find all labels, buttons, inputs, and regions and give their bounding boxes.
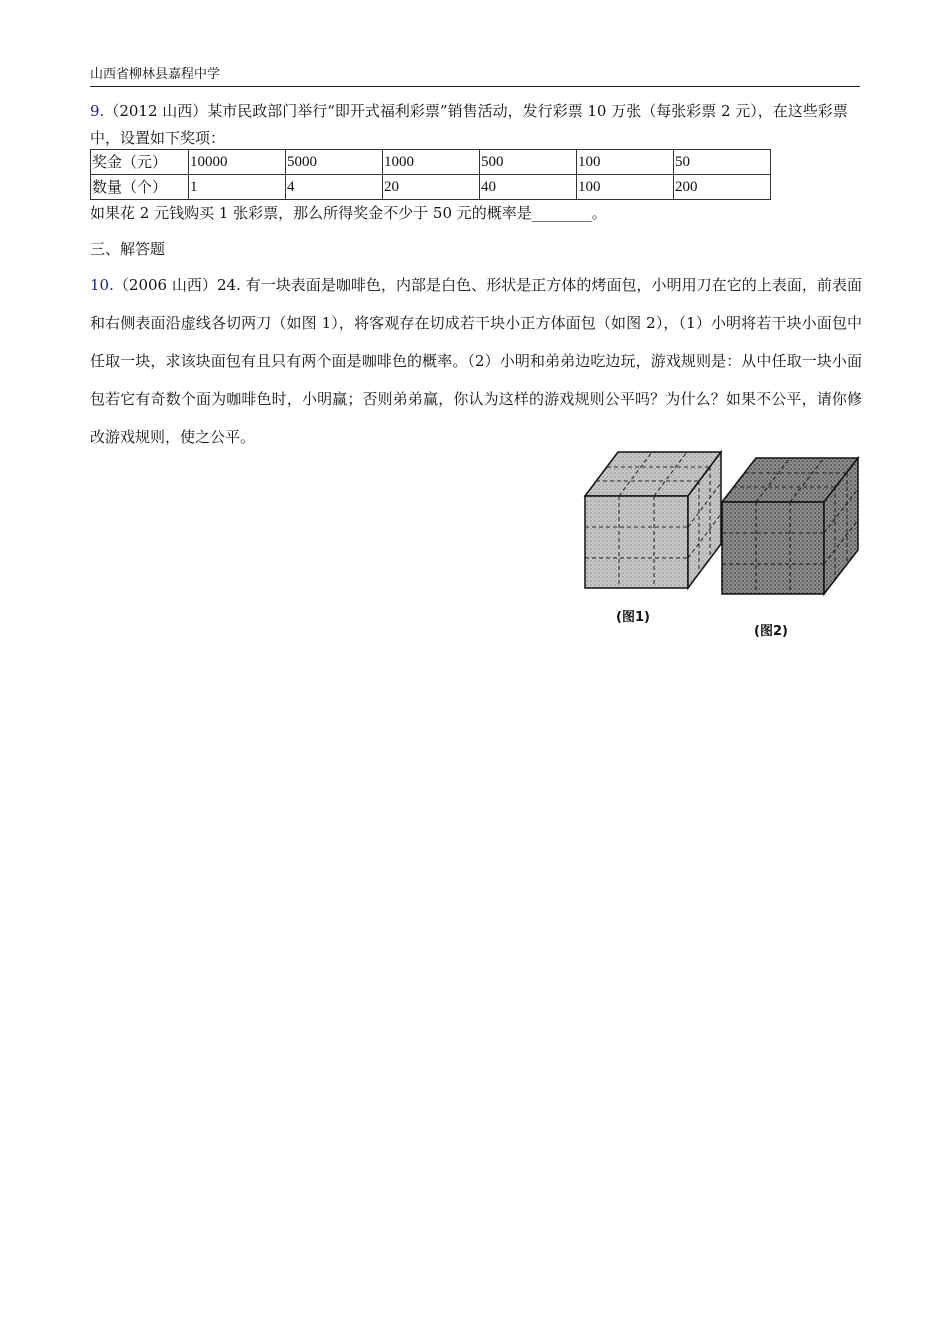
table-cell: 10000: [189, 150, 286, 175]
question-10: [90, 266, 862, 456]
section-title: 三、解答题: [90, 240, 166, 258]
table-header-prize: 奖金（元）: [91, 150, 189, 175]
table-cell: 40: [480, 175, 577, 200]
table-cell: 500: [480, 150, 577, 175]
table-cell: 50: [674, 150, 771, 175]
question-9-number: 9.: [90, 102, 105, 120]
cube-figure-2: [722, 458, 858, 594]
question-9-prompt: 如果花 2 元钱购买 1 张彩票，那么所得奖金不少于 50 元的概率是________。: [90, 204, 607, 222]
table-cell: 200: [674, 175, 771, 200]
table-cell: 100: [577, 150, 674, 175]
table-cell: 20: [383, 175, 480, 200]
school-name: 山西省柳林县嘉程中学: [90, 67, 221, 82]
question-9-text: （2012 山西）某市民政部门举行“即开式福利彩票”销售活动，发行彩票 10 万张（每张彩票 2 元），在这些彩票中，设置如下奖项：: [90, 102, 848, 147]
prize-table: [90, 149, 771, 200]
table-cell: 5000: [286, 150, 383, 175]
figure-caption-1: (图1): [616, 610, 650, 625]
question-9: [90, 98, 862, 152]
table-cell: 4: [286, 175, 383, 200]
cube-figure-1: [585, 452, 721, 588]
figure-caption-2: (图2): [754, 624, 788, 639]
table-header-count: 数量（个）: [91, 175, 189, 200]
table-cell: 1000: [383, 150, 480, 175]
question-10-text: （2006 山西）24. 有一块表面是咖啡色，内部是白色、形状是正方体的烤面包，小明用刀在它的上表面，前表面和右侧表面沿虚线各切两刀（如图 1），将客观存在切成若干块小正方体面包（如图 2），（1）小明将若干块小面包中任取一块，求该块面包有且只有两个面是咖啡色的概率。（2）小明和弟弟边吃边玩，游戏规则是：从中任取一块小面包若它有奇数个面为咖啡色时，小明赢；否则弟弟赢，你认为这样的游戏规则公平吗？为什么？如果不公平，请你修改游戏规则，使之公平。: [90, 276, 862, 446]
table-row-prize: [91, 150, 771, 175]
table-row-count: [91, 175, 771, 200]
bread-cube-figure: [578, 448, 868, 648]
table-cell: 100: [577, 175, 674, 200]
page-header: [90, 66, 860, 87]
question-10-number: 10.: [90, 276, 114, 294]
table-cell: 1: [189, 175, 286, 200]
